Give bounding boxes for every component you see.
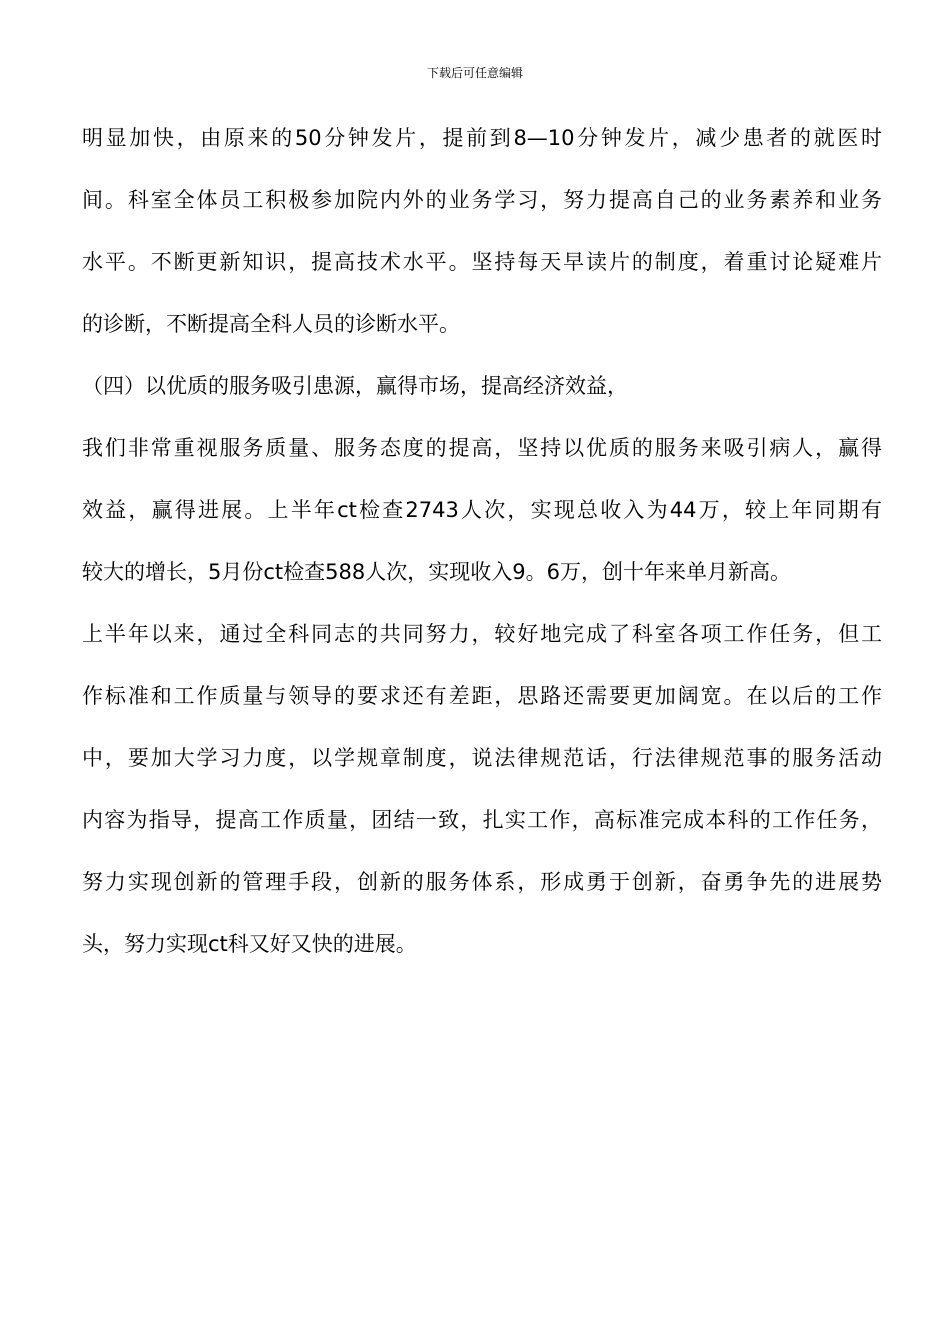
text-line-7: 效益，赢得进展。上半年ct检查2743人次，实现总收入为44万，较上年同期有 xyxy=(82,498,882,522)
text-line-2: 间。科室全体员工积极参加院内外的业务学习，努力提高自己的业务素养和业务 xyxy=(82,188,882,212)
text-line-9: 上半年以来，通过全科同志的共同努力，较好地完成了科室各项工作任务，但工 xyxy=(82,622,882,646)
section-heading: （四）以优质的服务吸引患源，赢得市场，提高经济效益， xyxy=(82,374,628,398)
text-line-4: 的诊断，不断提高全科人员的诊断水平。 xyxy=(82,312,460,336)
text-line-1: 明显加快，由原来的50分钟发片，提前到8—10分钟发片，减少患者的就医时 xyxy=(82,126,882,150)
text-line-10: 作标准和工作质量与领导的要求还有差距，思路还需要更加阔宽。在以后的工作 xyxy=(82,684,882,708)
text-line-11: 中，要加大学习力度，以学规章制度，说法律规范话，行法律规范事的服务活动 xyxy=(82,746,882,770)
text-line-14: 头，努力实现ct科又好又快的进展。 xyxy=(82,932,417,956)
document-body xyxy=(82,118,882,986)
text-line-6: 我们非常重视服务质量、服务态度的提高，坚持以优质的服务来吸引病人，赢得 xyxy=(82,436,882,460)
text-line-3: 水平。不断更新知识，提高技术水平。坚持每天早读片的制度，着重讨论疑难片 xyxy=(82,250,882,274)
text-line-8: 较大的增长，5月份ct检查588人次，实现收入9。6万，创十年来单月新高。 xyxy=(82,560,791,584)
text-line-12: 内容为指导，提高工作质量，团结一致，扎实工作，高标准完成本科的工作任务， xyxy=(82,808,882,832)
text-line-13: 努力实现创新的管理手段，创新的服务体系，形成勇于创新，奋勇争先的进展势 xyxy=(82,870,882,894)
page-header: 下载后可任意编辑 xyxy=(426,66,523,80)
